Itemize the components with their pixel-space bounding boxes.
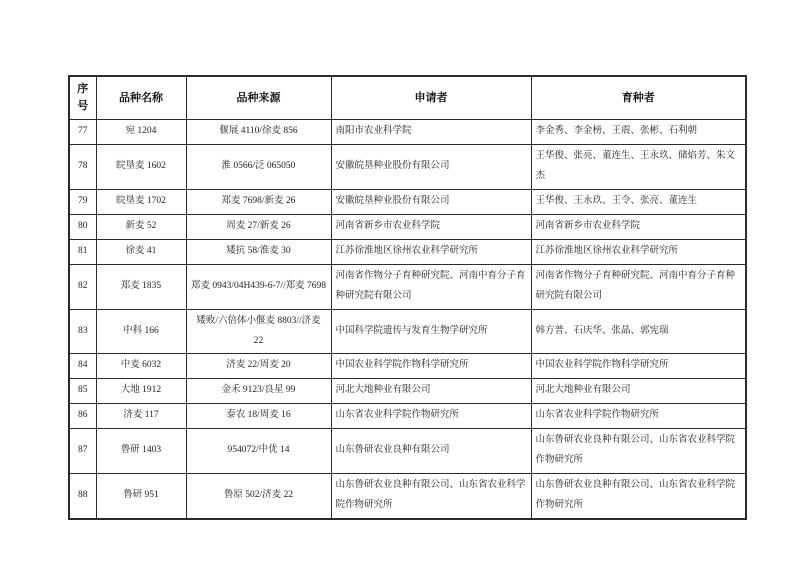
breeder-cell: 山东鲁研农业良种有限公司、山东省农业科学院作物研究所	[531, 429, 746, 474]
applicant-cell: 江苏徐淮地区徐州农业科学研究所	[331, 239, 531, 264]
variety-source-cell: 郑麦 0943/04H439-6-7//郑麦 7698	[186, 264, 331, 309]
table-row	[69, 120, 746, 145]
serial-number-cell: 83	[69, 309, 96, 354]
serial-number-cell: 82	[69, 264, 96, 309]
variety-name-cell: 中科 166	[96, 309, 186, 354]
variety-name-cell: 皖垦麦 1702	[96, 189, 186, 214]
table-row	[69, 309, 746, 354]
serial-number-cell: 87	[69, 429, 96, 474]
applicant-cell: 山东鲁研农业良种有限公司、山东省农业科学院作物研究所	[331, 474, 531, 519]
breeder-cell: 河北大地种业有限公司	[531, 379, 746, 404]
table-row	[69, 189, 746, 214]
variety-source-cell: 鲁原 502/济麦 22	[186, 474, 331, 519]
serial-number-cell: 81	[69, 239, 96, 264]
applicant-cell: 山东鲁研农业良种有限公司	[331, 429, 531, 474]
serial-number-cell: 80	[69, 214, 96, 239]
table-row	[69, 404, 746, 429]
breeder-cell: 中国农业科学院作物科学研究所	[531, 354, 746, 379]
variety-source-cell: 954072/中优 14	[186, 429, 331, 474]
serial-number-cell: 84	[69, 354, 96, 379]
variety-registration-table	[68, 75, 747, 520]
breeder-cell: 王华俊、张亮、董连生、王永玖、储焰芳、朱文杰	[531, 145, 746, 190]
variety-source-cell: 泰农 18/周麦 16	[186, 404, 331, 429]
variety-name-cell: 济麦 117	[96, 404, 186, 429]
applicant-cell: 安徽皖垦种业股份有限公司	[331, 189, 531, 214]
column-header-breeder: 育种者	[531, 76, 746, 120]
variety-source-cell: 矮败/六倍体小偃麦 8803//济麦 22	[186, 309, 331, 354]
serial-number-cell: 78	[69, 145, 96, 190]
serial-number-cell: 79	[69, 189, 96, 214]
serial-number-cell: 77	[69, 120, 96, 145]
table-row	[69, 214, 746, 239]
table-row	[69, 474, 746, 519]
applicant-cell: 河南省新乡市农业科学院	[331, 214, 531, 239]
breeder-cell: 山东省农业科学院作物研究所	[531, 404, 746, 429]
variety-name-cell: 中麦 6032	[96, 354, 186, 379]
variety-source-cell: 矮抗 58/淮麦 30	[186, 239, 331, 264]
column-header-applicant: 申请者	[331, 76, 531, 120]
table-row	[69, 145, 746, 190]
variety-name-cell: 新麦 52	[96, 214, 186, 239]
applicant-cell: 南阳市农业科学院	[331, 120, 531, 145]
applicant-cell: 中国农业科学院作物科学研究所	[331, 354, 531, 379]
table-row	[69, 264, 746, 309]
variety-source-cell: 周麦 27/新麦 26	[186, 214, 331, 239]
serial-number-cell: 86	[69, 404, 96, 429]
table-row	[69, 239, 746, 264]
variety-name-cell: 鲁研 1403	[96, 429, 186, 474]
breeder-cell: 李金秀、李金榜、王震、张彬、石利朝	[531, 120, 746, 145]
breeder-cell: 江苏徐淮地区徐州农业科学研究所	[531, 239, 746, 264]
breeder-cell: 河南省新乡市农业科学院	[531, 214, 746, 239]
serial-number-cell: 88	[69, 474, 96, 519]
serial-number-cell: 85	[69, 379, 96, 404]
variety-name-cell: 鲁研 951	[96, 474, 186, 519]
table-body	[69, 120, 746, 519]
applicant-cell: 安徽皖垦种业股份有限公司	[331, 145, 531, 190]
variety-source-cell: 偃展 4110/徐麦 856	[186, 120, 331, 145]
column-header-variety-source: 品种来源	[186, 76, 331, 120]
table-header-row	[69, 76, 746, 120]
variety-source-cell: 郑麦 7698/新麦 26	[186, 189, 331, 214]
breeder-cell: 王华俊、王永玖、王令、张亮、董连生	[531, 189, 746, 214]
applicant-cell: 中国科学院遗传与发育生物学研究所	[331, 309, 531, 354]
variety-source-cell: 济麦 22/周麦 20	[186, 354, 331, 379]
variety-name-cell: 徐麦 41	[96, 239, 186, 264]
column-header-serial-number: 序号	[69, 76, 96, 120]
variety-name-cell: 宛 1204	[96, 120, 186, 145]
variety-name-cell: 郑麦 1835	[96, 264, 186, 309]
applicant-cell: 河北大地种业有限公司	[331, 379, 531, 404]
table-row	[69, 379, 746, 404]
variety-source-cell: 金禾 9123/良星 99	[186, 379, 331, 404]
variety-name-cell: 皖垦麦 1602	[96, 145, 186, 190]
column-header-variety-name: 品种名称	[96, 76, 186, 120]
variety-name-cell: 大地 1912	[96, 379, 186, 404]
table-row	[69, 354, 746, 379]
breeder-cell: 韩方普、石庆华、张晶、郭宪瑞	[531, 309, 746, 354]
breeder-cell: 山东鲁研农业良种有限公司、山东省农业科学院作物研究所	[531, 474, 746, 519]
variety-source-cell: 淮 0566/泛 065050	[186, 145, 331, 190]
table-row	[69, 429, 746, 474]
breeder-cell: 河南省作物分子育种研究院、河南中育分子育种研究院有限公司	[531, 264, 746, 309]
applicant-cell: 山东省农业科学院作物研究所	[331, 404, 531, 429]
applicant-cell: 河南省作物分子育种研究院、河南中育分子育种研究院有限公司	[331, 264, 531, 309]
